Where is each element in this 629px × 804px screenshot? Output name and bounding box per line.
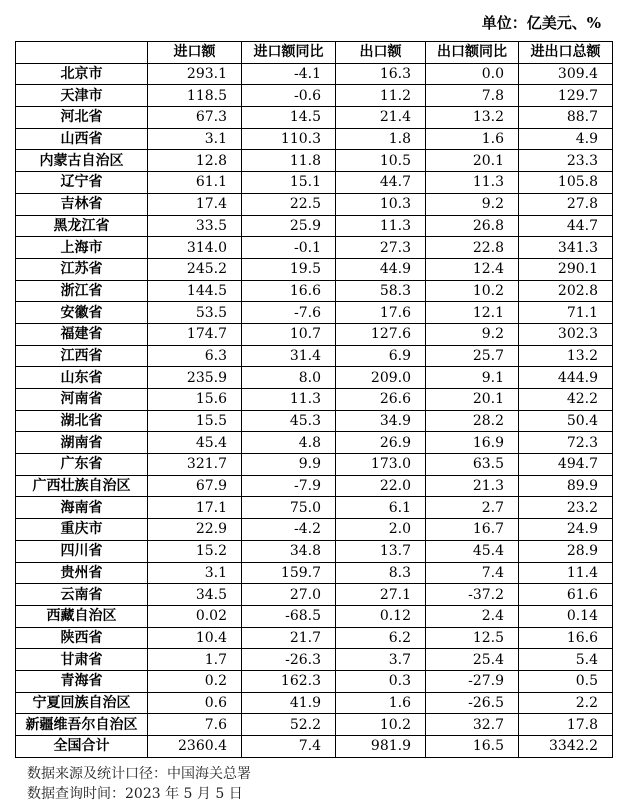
import-yoy-cell: 27.0 <box>242 584 336 606</box>
region-cell: 黑龙江省 <box>16 215 148 237</box>
export-cell: 6.1 <box>336 497 426 519</box>
export-yoy-cell: -26.5 <box>426 692 519 714</box>
import-yoy-cell: 11.3 <box>242 389 336 411</box>
export-yoy-cell: 16.9 <box>426 432 519 454</box>
table-row <box>16 497 613 519</box>
table-row <box>16 475 613 497</box>
export-yoy-cell: 22.8 <box>426 237 519 259</box>
table-row <box>16 584 613 606</box>
total-cell: 0.5 <box>519 670 613 692</box>
export-yoy-cell: -37.2 <box>426 584 519 606</box>
import-cell: 34.5 <box>148 584 242 606</box>
import-yoy-cell: 9.9 <box>242 454 336 476</box>
import-yoy-cell: 34.8 <box>242 540 336 562</box>
export-yoy-cell: 12.4 <box>426 258 519 280</box>
region-cell: 江西省 <box>16 345 148 367</box>
export-yoy-cell: 25.7 <box>426 345 519 367</box>
unit-label: 单位：亿美元、% <box>481 14 601 32</box>
table-row <box>16 345 613 367</box>
import-yoy-cell: 21.7 <box>242 627 336 649</box>
region-cell: 吉林省 <box>16 193 148 215</box>
table-row <box>16 258 613 280</box>
export-cell: 0.12 <box>336 605 426 627</box>
export-yoy-cell: 13.2 <box>426 107 519 129</box>
export-yoy-cell: 26.8 <box>426 215 519 237</box>
total-cell: 42.2 <box>519 389 613 411</box>
export-yoy-cell: 25.4 <box>426 649 519 671</box>
table-body <box>16 63 613 757</box>
export-cell: 209.0 <box>336 367 426 389</box>
export-yoy-cell: 10.2 <box>426 280 519 302</box>
header-import: 进口额 <box>148 42 242 64</box>
table-header-row <box>16 42 613 64</box>
header-region <box>16 42 148 64</box>
total-cell: 13.2 <box>519 345 613 367</box>
import-yoy-cell: 8.0 <box>242 367 336 389</box>
import-cell: 144.5 <box>148 280 242 302</box>
export-yoy-cell: 0.0 <box>426 63 519 85</box>
export-cell: 26.6 <box>336 389 426 411</box>
export-yoy-cell: 16.7 <box>426 519 519 541</box>
header-total: 进出口总额 <box>519 42 613 64</box>
region-cell: 广西壮族自治区 <box>16 475 148 497</box>
region-cell: 内蒙古自治区 <box>16 150 148 172</box>
export-cell: 16.3 <box>336 63 426 85</box>
region-cell: 上海市 <box>16 237 148 259</box>
table-row <box>16 323 613 345</box>
table-row-total <box>16 736 613 758</box>
total-cell: 444.9 <box>519 367 613 389</box>
export-cell: 17.6 <box>336 302 426 324</box>
region-cell: 安徽省 <box>16 302 148 324</box>
table-row <box>16 670 613 692</box>
import-yoy-cell: -0.1 <box>242 237 336 259</box>
total-cell: 27.8 <box>519 193 613 215</box>
table-row <box>16 302 613 324</box>
total-cell: 494.7 <box>519 454 613 476</box>
export-cell: 21.4 <box>336 107 426 129</box>
total-cell: 341.3 <box>519 237 613 259</box>
import-yoy-cell: 4.8 <box>242 432 336 454</box>
export-yoy-cell: 20.1 <box>426 389 519 411</box>
table-row <box>16 627 613 649</box>
import-yoy-cell: -68.5 <box>242 605 336 627</box>
total-cell: 17.8 <box>519 714 613 736</box>
import-cell: 3.1 <box>148 562 242 584</box>
table-row <box>16 150 613 172</box>
import-cell: 1.7 <box>148 649 242 671</box>
table-row <box>16 367 613 389</box>
export-yoy-cell: -27.9 <box>426 670 519 692</box>
export-yoy-cell: 9.2 <box>426 323 519 345</box>
import-cell: 7.6 <box>148 714 242 736</box>
import-cell: 22.9 <box>148 519 242 541</box>
import-cell: 45.4 <box>148 432 242 454</box>
total-cell: 11.4 <box>519 562 613 584</box>
total-cell: 4.9 <box>519 128 613 150</box>
total-cell: 129.7 <box>519 85 613 107</box>
table-row <box>16 649 613 671</box>
region-cell: 河北省 <box>16 107 148 129</box>
import-yoy-cell: 7.4 <box>242 736 336 758</box>
export-cell: 27.3 <box>336 237 426 259</box>
export-yoy-cell: 63.5 <box>426 454 519 476</box>
import-cell: 15.5 <box>148 410 242 432</box>
export-yoy-cell: 7.8 <box>426 85 519 107</box>
import-yoy-cell: 15.1 <box>242 172 336 194</box>
import-cell: 293.1 <box>148 63 242 85</box>
source-note: 数据来源及统计口径：中国海关总署 <box>27 766 251 782</box>
table-row <box>16 215 613 237</box>
total-cell: 44.7 <box>519 215 613 237</box>
region-cell: 山东省 <box>16 367 148 389</box>
import-cell: 61.1 <box>148 172 242 194</box>
import-yoy-cell: -0.6 <box>242 85 336 107</box>
import-yoy-cell: 31.4 <box>242 345 336 367</box>
total-cell: 290.1 <box>519 258 613 280</box>
total-cell: 0.14 <box>519 605 613 627</box>
total-cell: 5.4 <box>519 649 613 671</box>
total-cell: 2.2 <box>519 692 613 714</box>
table-row <box>16 714 613 736</box>
export-cell: 127.6 <box>336 323 426 345</box>
region-cell: 重庆市 <box>16 519 148 541</box>
region-cell: 云南省 <box>16 584 148 606</box>
import-yoy-cell: 110.3 <box>242 128 336 150</box>
export-yoy-cell: 2.7 <box>426 497 519 519</box>
import-yoy-cell: -4.2 <box>242 519 336 541</box>
export-cell: 10.2 <box>336 714 426 736</box>
total-cell: 61.6 <box>519 584 613 606</box>
region-cell: 福建省 <box>16 323 148 345</box>
region-cell: 湖南省 <box>16 432 148 454</box>
import-yoy-cell: 25.9 <box>242 215 336 237</box>
table-row <box>16 540 613 562</box>
import-cell: 17.4 <box>148 193 242 215</box>
region-cell: 新疆维吾尔自治区 <box>16 714 148 736</box>
region-cell: 浙江省 <box>16 280 148 302</box>
import-yoy-cell: -7.9 <box>242 475 336 497</box>
total-cell: 28.9 <box>519 540 613 562</box>
export-yoy-cell: 45.4 <box>426 540 519 562</box>
total-cell: 23.2 <box>519 497 613 519</box>
export-cell: 8.3 <box>336 562 426 584</box>
import-cell: 15.6 <box>148 389 242 411</box>
total-cell: 50.4 <box>519 410 613 432</box>
region-cell: 河南省 <box>16 389 148 411</box>
import-cell: 67.9 <box>148 475 242 497</box>
import-yoy-cell: 19.5 <box>242 258 336 280</box>
export-cell: 44.9 <box>336 258 426 280</box>
region-cell: 湖北省 <box>16 410 148 432</box>
import-cell: 10.4 <box>148 627 242 649</box>
export-yoy-cell: 32.7 <box>426 714 519 736</box>
export-cell: 34.9 <box>336 410 426 432</box>
export-yoy-cell: 9.1 <box>426 367 519 389</box>
import-cell: 53.5 <box>148 302 242 324</box>
total-cell: 71.1 <box>519 302 613 324</box>
export-cell: 0.3 <box>336 670 426 692</box>
region-cell: 全国合计 <box>16 736 148 758</box>
import-cell: 321.7 <box>148 454 242 476</box>
import-cell: 0.6 <box>148 692 242 714</box>
table-row <box>16 692 613 714</box>
export-yoy-cell: 12.5 <box>426 627 519 649</box>
import-cell: 0.02 <box>148 605 242 627</box>
region-cell: 宁夏回族自治区 <box>16 692 148 714</box>
total-cell: 24.9 <box>519 519 613 541</box>
trade-table <box>15 41 613 758</box>
export-yoy-cell: 16.5 <box>426 736 519 758</box>
export-cell: 58.3 <box>336 280 426 302</box>
total-cell: 23.3 <box>519 150 613 172</box>
table-row <box>16 237 613 259</box>
export-cell: 173.0 <box>336 454 426 476</box>
export-cell: 10.3 <box>336 193 426 215</box>
region-cell: 四川省 <box>16 540 148 562</box>
total-cell: 16.6 <box>519 627 613 649</box>
table-row <box>16 193 613 215</box>
query-time-note: 数据查询时间：2023 年 5 月 5 日 <box>27 786 243 802</box>
region-cell: 辽宁省 <box>16 172 148 194</box>
footnotes <box>27 764 251 804</box>
import-cell: 6.3 <box>148 345 242 367</box>
export-yoy-cell: 2.4 <box>426 605 519 627</box>
import-cell: 314.0 <box>148 237 242 259</box>
import-yoy-cell: 52.2 <box>242 714 336 736</box>
export-yoy-cell: 28.2 <box>426 410 519 432</box>
region-cell: 甘肃省 <box>16 649 148 671</box>
import-yoy-cell: 75.0 <box>242 497 336 519</box>
region-cell: 山西省 <box>16 128 148 150</box>
export-cell: 6.9 <box>336 345 426 367</box>
export-cell: 981.9 <box>336 736 426 758</box>
region-cell: 陕西省 <box>16 627 148 649</box>
export-yoy-cell: 7.4 <box>426 562 519 584</box>
table-row <box>16 562 613 584</box>
table-row <box>16 605 613 627</box>
export-cell: 22.0 <box>336 475 426 497</box>
import-yoy-cell: -4.1 <box>242 63 336 85</box>
import-yoy-cell: 16.6 <box>242 280 336 302</box>
export-yoy-cell: 21.3 <box>426 475 519 497</box>
region-cell: 广东省 <box>16 454 148 476</box>
header-import-yoy: 进口额同比 <box>242 42 336 64</box>
import-cell: 17.1 <box>148 497 242 519</box>
import-yoy-cell: 11.8 <box>242 150 336 172</box>
export-yoy-cell: 1.6 <box>426 128 519 150</box>
import-cell: 3.1 <box>148 128 242 150</box>
table-row <box>16 410 613 432</box>
table-row <box>16 85 613 107</box>
import-cell: 174.7 <box>148 323 242 345</box>
export-cell: 3.7 <box>336 649 426 671</box>
total-cell: 88.7 <box>519 107 613 129</box>
import-cell: 118.5 <box>148 85 242 107</box>
export-cell: 13.7 <box>336 540 426 562</box>
region-cell: 青海省 <box>16 670 148 692</box>
region-cell: 西藏自治区 <box>16 605 148 627</box>
export-cell: 1.8 <box>336 128 426 150</box>
total-cell: 105.8 <box>519 172 613 194</box>
export-cell: 27.1 <box>336 584 426 606</box>
export-cell: 44.7 <box>336 172 426 194</box>
import-cell: 2360.4 <box>148 736 242 758</box>
import-cell: 0.2 <box>148 670 242 692</box>
import-yoy-cell: 162.3 <box>242 670 336 692</box>
header-export: 出口额 <box>336 42 426 64</box>
import-yoy-cell: 159.7 <box>242 562 336 584</box>
table-row <box>16 519 613 541</box>
import-cell: 12.8 <box>148 150 242 172</box>
export-cell: 26.9 <box>336 432 426 454</box>
export-cell: 10.5 <box>336 150 426 172</box>
region-cell: 北京市 <box>16 63 148 85</box>
region-cell: 海南省 <box>16 497 148 519</box>
total-cell: 89.9 <box>519 475 613 497</box>
export-cell: 6.2 <box>336 627 426 649</box>
import-yoy-cell: 45.3 <box>242 410 336 432</box>
table-row <box>16 172 613 194</box>
import-cell: 245.2 <box>148 258 242 280</box>
table-row <box>16 389 613 411</box>
table-row <box>16 454 613 476</box>
import-yoy-cell: -7.6 <box>242 302 336 324</box>
export-cell: 11.3 <box>336 215 426 237</box>
import-cell: 15.2 <box>148 540 242 562</box>
export-yoy-cell: 9.2 <box>426 193 519 215</box>
import-cell: 235.9 <box>148 367 242 389</box>
table-row <box>16 128 613 150</box>
region-cell: 贵州省 <box>16 562 148 584</box>
total-cell: 309.4 <box>519 63 613 85</box>
export-cell: 2.0 <box>336 519 426 541</box>
total-cell: 3342.2 <box>519 736 613 758</box>
export-cell: 11.2 <box>336 85 426 107</box>
import-yoy-cell: -26.3 <box>242 649 336 671</box>
export-yoy-cell: 11.3 <box>426 172 519 194</box>
import-yoy-cell: 41.9 <box>242 692 336 714</box>
table-row <box>16 107 613 129</box>
region-cell: 天津市 <box>16 85 148 107</box>
export-yoy-cell: 20.1 <box>426 150 519 172</box>
import-yoy-cell: 14.5 <box>242 107 336 129</box>
table-row <box>16 432 613 454</box>
export-yoy-cell: 12.1 <box>426 302 519 324</box>
total-cell: 72.3 <box>519 432 613 454</box>
export-cell: 1.6 <box>336 692 426 714</box>
header-export-yoy: 出口额同比 <box>426 42 519 64</box>
import-cell: 67.3 <box>148 107 242 129</box>
total-cell: 202.8 <box>519 280 613 302</box>
region-cell: 江苏省 <box>16 258 148 280</box>
import-yoy-cell: 10.7 <box>242 323 336 345</box>
total-cell: 302.3 <box>519 323 613 345</box>
table-row <box>16 63 613 85</box>
table-row <box>16 280 613 302</box>
import-yoy-cell: 22.5 <box>242 193 336 215</box>
import-cell: 33.5 <box>148 215 242 237</box>
